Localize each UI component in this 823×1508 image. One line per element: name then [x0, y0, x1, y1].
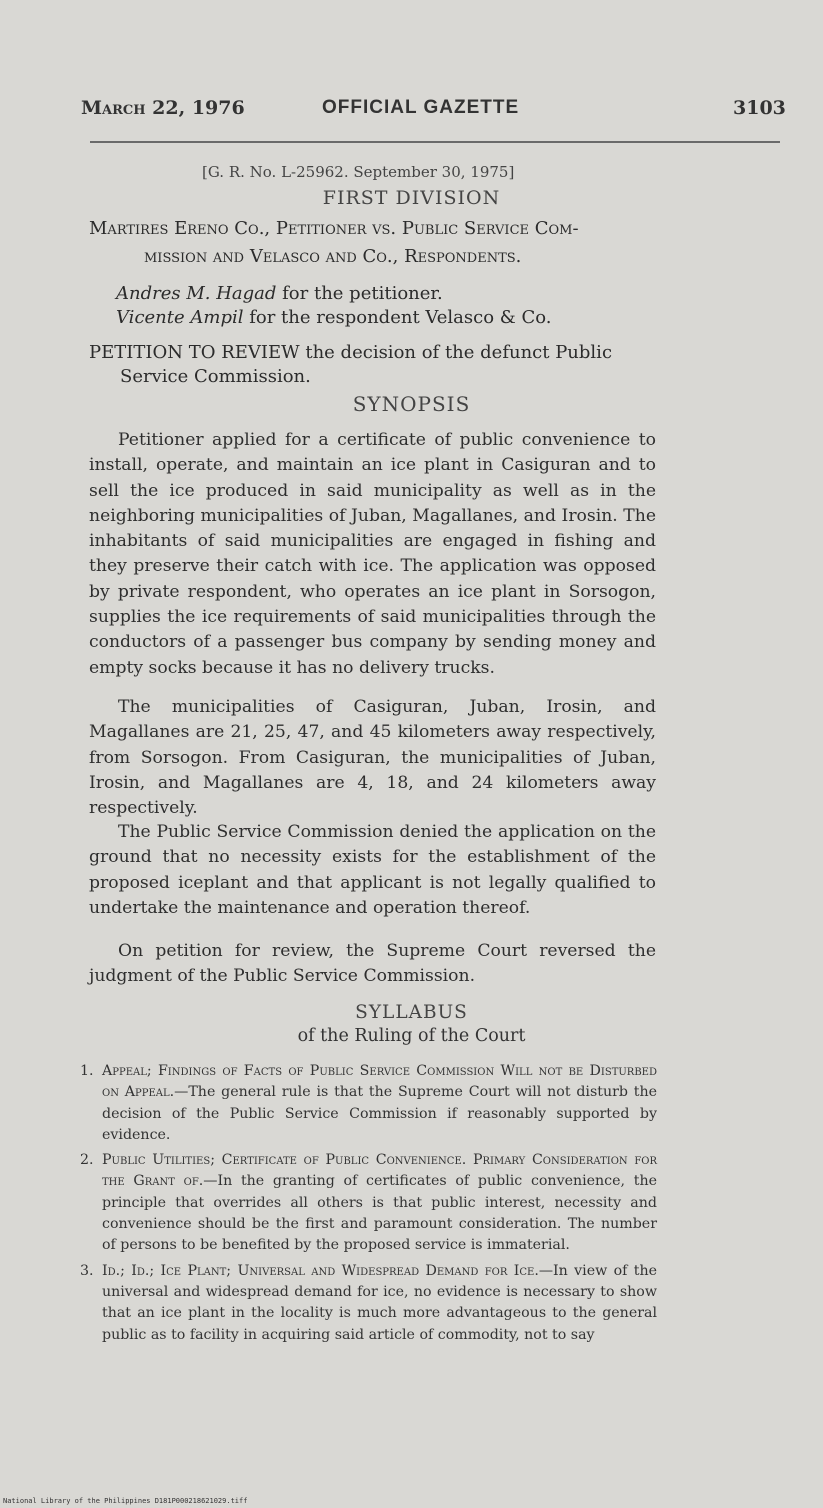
case-reference: [G. R. No. L-25962. September 30, 1975] — [202, 163, 515, 181]
publication-title: OFFICIAL GAZETTE — [322, 97, 520, 118]
syllabus-subheading: of the Ruling of the Court — [297, 1026, 526, 1046]
parties-line-1: Martires Ereno Co., Petitioner vs. Public Service Com- — [89, 218, 579, 239]
syllabus-item-topic: Public Utilities; Certificate of Public Convenience. Primary Consideration for the Grant of. — [102, 1152, 657, 1190]
syllabus-item-topic: Appeal; Findings of Facts of Public Service Commission Will not be Disturbed on Appeal. — [102, 1063, 657, 1101]
header-rule — [90, 141, 780, 143]
syllabus-item-text: —The general rule is that the Supreme Court will not disturb the decision of the Public Service Commission if reasonably supported by evidence. — [102, 1084, 657, 1143]
counsel-respondent-role: for the respondent Velasco & Co. — [243, 307, 552, 328]
syllabus-item-text: —In the granting of certificates of public convenience, the principle that overrides all others is that public interest, necessity and convenience should be the first and paramount consideration. The number of persons to be benefited by the proposed service is immaterial. — [102, 1173, 657, 1254]
syllabus-item-number: 3. — [80, 1262, 94, 1279]
syllabus-item-body — [102, 1150, 657, 1256]
counsel-respondent-name: Vicente Ampil — [116, 307, 244, 328]
synopsis-heading: SYNOPSIS — [352, 392, 471, 416]
syllabus-heading: SYLLABUS — [355, 1002, 468, 1023]
counsel-petitioner-name: Andres M. Hagad — [116, 283, 277, 304]
syllabus-item-text: —In view of the universal and widespread demand for ice, no evidence is necessary to show that an ice plant in the locality is much more advantageous to the general public as to facility in acquiring said article of commodity, not to say — [102, 1262, 657, 1343]
syllabus-item — [80, 1150, 657, 1256]
page-number: 3103 — [733, 97, 786, 119]
counsel-petitioner — [116, 283, 443, 304]
petition-line-1: PETITION TO REVIEW the decision of the defunct Public — [89, 342, 613, 363]
synopsis-paragraph-4: On petition for review, the Supreme Court reversed the judgment of the Public Service Commission. — [89, 941, 656, 987]
counsel-petitioner-role: for the petitioner. — [276, 283, 443, 304]
counsel-respondent — [116, 307, 552, 328]
synopsis-paragraph-3: The Public Service Commission denied the application on the ground that no necessity exists for the establishment of the proposed iceplant and that applicant is not legally qualified to undertake the maintenance and operation thereof. — [89, 822, 656, 918]
division-heading: FIRST DIVISION — [322, 187, 501, 209]
parties-line-2: mission and Velasco and Co., Respondents. — [144, 246, 522, 267]
syllabus-item — [80, 1061, 657, 1146]
syllabus-item-body — [102, 1061, 657, 1146]
scan-source-footer: National Library of the Philippines D181P000218621029.tiff — [3, 1497, 248, 1505]
synopsis-paragraph-2: The municipalities of Casiguran, Juban, Irosin, and Magallanes are 21, 25, 47, and 45 kilometers away respectively, from Sorsogon. From Casiguran, the municipalities of Juban, Irosin, and Magallanes are 4, 18, and 24 kilometers away respectively. — [89, 697, 656, 819]
synopsis-paragraph-1: Petitioner applied for a certificate of public convenience to install, operate, and maintain an ice plant in Casiguran and to sell the ice produced in said municipality as well as in the neighboring municipalities of Juban, Magallanes, and Irosin. The inhabitants of said municipalities are engaged in fishing and they preserve their catch with ice. The application was opposed by private respondent, who operates an ice plant in Sorsogon, supplies the ice requirements of said municipalities through the conductors of a passenger bus company by sending money and empty socks because it has no delivery trucks. — [89, 430, 656, 678]
syllabus-item-number: 2. — [80, 1152, 94, 1169]
syllabus-item-number: 1. — [80, 1063, 94, 1079]
syllabus-item-topic: Id.; Id.; Ice Plant; Universal and Widespread Demand for Ice. — [102, 1262, 539, 1279]
syllabus-item-body — [102, 1261, 657, 1346]
issue-date: March 22, 1976 — [81, 97, 245, 119]
syllabus-list — [80, 1061, 657, 1350]
petition-line-2: Service Commission. — [120, 366, 311, 387]
syllabus-item — [80, 1261, 657, 1346]
